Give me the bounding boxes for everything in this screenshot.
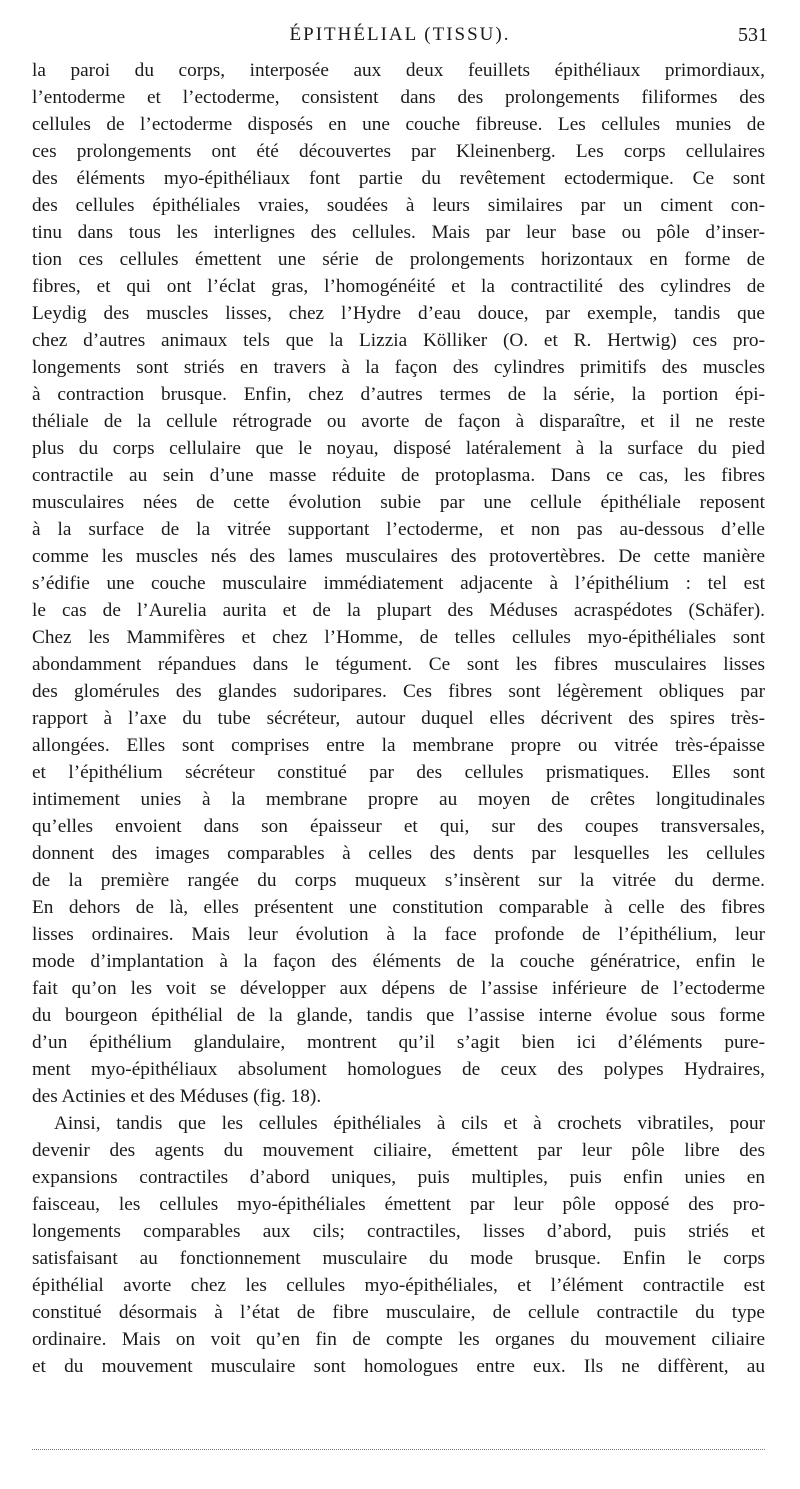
text-line: tinu dans tous les interlignes des cellules. Mais par leur base ou pôle d’inser- [32,222,765,243]
text-line: des glomérules des glandes sudoripares. Ces fibres sont légèrement obliques par [32,681,765,702]
text-line: En dehors de là, elles présentent une constitution comparable à celle des fibres [32,897,765,918]
text-line: lisses ordinaires. Mais leur évolution à la face profonde de l’épithélium, leur [32,924,765,945]
text-line: satisfaisant au fonctionnement musculaire du mode brusque. Enfin le corps [32,1248,765,1269]
paragraph [32,1110,765,1380]
text-line: longements comparables aux cils; contractiles, lisses d’abord, puis striés et [32,1221,765,1242]
text-line: constitué désormais à l’état de fibre musculaire, de cellule contractile du type [32,1302,765,1323]
text-line: Ainsi, tandis que les cellules épithéliales à cils et à crochets vibratiles, pour [54,1113,765,1134]
text-line: comme les muscles nés des lames musculaires des protovertèbres. De cette manière [32,546,765,567]
text-line: des cellules épithéliales vraies, soudées à leurs similaires par un ciment con- [32,195,765,216]
text-line: la paroi du corps, interposée aux deux feuillets épithéliaux primordiaux, [32,60,765,81]
text-line: d’un épithélium glandulaire, montrent qu’il s’agit bien ici d’éléments pure- [32,1032,765,1053]
text-line: cellules de l’ectoderme disposés en une couche fibreuse. Les cellules munies de [32,114,765,135]
text-line: des éléments myo-épithéliaux font partie du revêtement ectodermique. Ce sont [32,168,765,189]
text-line: abondamment répandues dans le tégument. Ce sont les fibres musculaires lisses [32,654,765,675]
text-line: qu’elles envoient dans son épaisseur et qui, sur des coupes transversales, [32,816,765,837]
text-line: ces prolongements ont été découvertes par Kleinenberg. Les corps cellulaires [32,141,765,162]
text-line: allongées. Elles sont comprises entre la membrane propre ou vitrée très-épaisse [32,735,765,756]
page-number: 531 [738,24,768,46]
text-line: de la première rangée du corps muqueux s’insèrent sur la vitrée du derme. [32,870,765,891]
text-line: et l’épithélium sécréteur constitué par des cellules prismatiques. Elles sont [32,762,765,783]
text-line: rapport à l’axe du tube sécréteur, autour duquel elles décrivent des spires très- [32,708,765,729]
text-line: fibres, et qui ont l’éclat gras, l’homogénéité et la contractilité des cylindres de [32,276,765,297]
text-line: et du mouvement musculaire sont homologues entre eux. Ils ne diffèrent, au [32,1356,765,1377]
body-text [32,57,765,1380]
text-line: musculaires nées de cette évolution subie par une cellule épithéliale reposent [32,492,765,513]
text-line: Chez les Mammifères et chez l’Homme, de telles cellules myo-épithéliales sont [32,627,765,648]
running-title: ÉPITHÉLIAL (TISSU). [289,24,511,45]
text-line: contractile au sein d’une masse réduite de protoplasma. Dans ce cas, les fibres [32,465,765,486]
text-line: mode d’implantation à la façon des éléments de la couche génératrice, enfin le [32,951,765,972]
text-line: le cas de l’Aurelia aurita et de la plupart des Méduses acraspédotes (Schäfer). [32,600,765,621]
text-line: Leydig des muscles lisses, chez l’Hydre d’eau douce, par exemple, tandis que [32,303,765,324]
text-line: longements sont striés en travers à la façon des cylindres primitifs des muscles [32,357,765,378]
text-line: donnent des images comparables à celles des dents par lesquelles les cellules [32,843,765,864]
text-line: ordinaire. Mais on voit qu’en fin de compte les organes du mouvement ciliaire [32,1329,765,1350]
paragraph [32,57,765,1110]
text-line: l’entoderme et l’ectoderme, consistent dans des prolongements filiformes des [32,87,765,108]
text-line: à contraction brusque. Enfin, chez d’autres termes de la série, la portion épi- [32,384,765,405]
text-line: tion ces cellules émettent une série de prolongements horizontaux en forme de [32,249,765,270]
text-line: fait qu’on les voit se développer aux dépens de l’assise inférieure de l’ectoderme [32,978,765,999]
text-line: faisceau, les cellules myo-épithéliales émettent par leur pôle opposé des pro- [32,1194,765,1215]
text-line: expansions contractiles d’abord uniques, puis multiples, puis enfin unies en [32,1167,765,1188]
text-line: s’édifie une couche musculaire immédiatement adjacente à l’épithélium : tel est [32,573,765,594]
text-line: du bourgeon épithélial de la glande, tandis que l’assise interne évolue sous forme [32,1005,765,1026]
text-line: à la surface de la vitrée supportant l’ectoderme, et non pas au-dessous d’elle [32,519,765,540]
text-line: devenir des agents du mouvement ciliaire, émettent par leur pôle libre des [32,1140,765,1161]
footer-rule [32,1449,765,1450]
text-line: intimement unies à la membrane propre au moyen de crêtes longitudinales [32,789,765,810]
text-line: ment myo-épithéliaux absolument homologues de ceux des polypes Hydraires, [32,1059,765,1080]
text-line: des Actinies et des Méduses (fig. 18). [32,1086,322,1107]
text-line: épithélial avorte chez les cellules myo-épithéliales, et l’élément contractile est [32,1275,765,1296]
running-head [32,24,768,54]
text-line: théliale de la cellule rétrograde ou avorte de façon à disparaître, et il ne reste [32,411,765,432]
text-line: chez d’autres animaux tels que la Lizzia Kölliker (O. et R. Hertwig) ces pro- [32,330,765,351]
text-line: plus du corps cellulaire que le noyau, disposé latéralement à la surface du pied [32,438,765,459]
